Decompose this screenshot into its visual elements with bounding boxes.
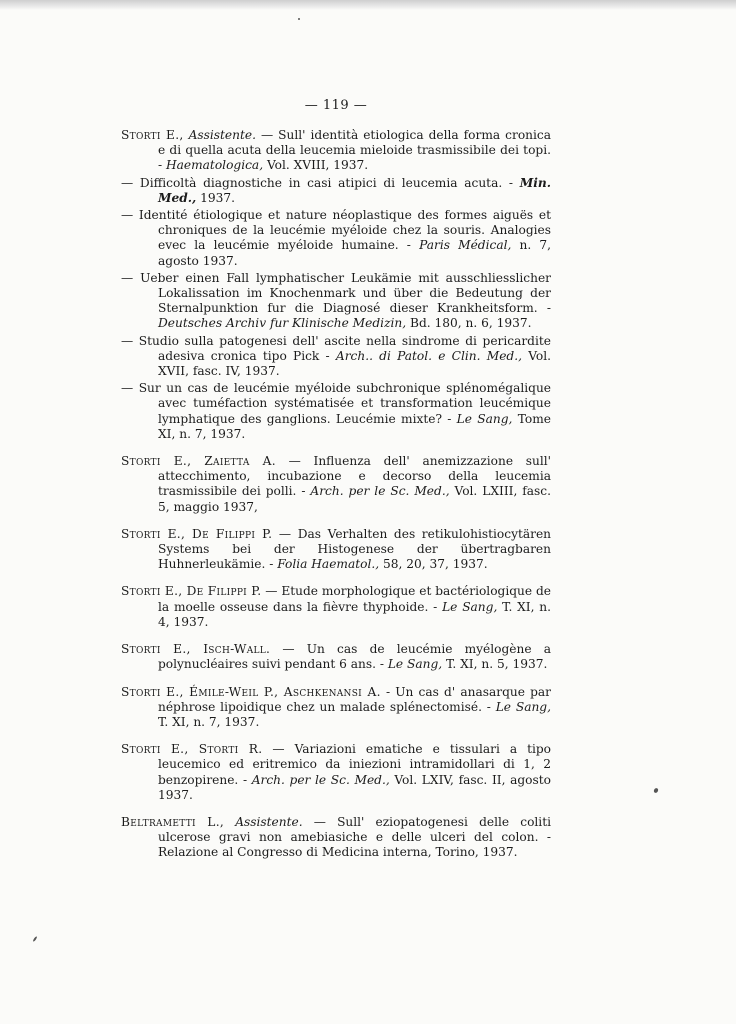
- bibliography-entry: [121, 685, 551, 731]
- bibliography-entry: [121, 454, 551, 515]
- entry-dash: —: [121, 175, 140, 190]
- entry-dash: —: [121, 381, 139, 396]
- entry-journal: Le Sang,: [456, 411, 513, 426]
- scan-speck: [653, 787, 659, 793]
- entry-journal: Folia Haematol.,: [277, 557, 380, 572]
- entry-separator: —: [275, 454, 314, 469]
- entry-details: n. 7, agosto 1937.: [158, 238, 552, 268]
- entry-details: T. XI, n. 7, 1937.: [158, 714, 260, 729]
- entry-title: Sull' identità etiologica della forma cronica e di quella acuta della leucemia mieloide trasmissibile dei topi. -: [158, 128, 551, 173]
- entry-title: Etude morphologique et bactériologique de la moelle osseuse dans la fièvre thyphoide. -: [158, 584, 551, 614]
- entry-dash: —: [121, 333, 139, 348]
- bibliography-entry: [121, 642, 551, 672]
- bibliography-entry: [121, 128, 551, 174]
- entry-separator: -: [380, 684, 396, 699]
- bibliography-entry: [121, 584, 551, 630]
- bibliography-entry: [121, 527, 551, 573]
- entry-details: Vol. LXIII, fasc. 5, maggio 1937,: [158, 484, 551, 514]
- entry-authors: Storti E., Storti R.: [121, 742, 263, 757]
- entry-authors: Storti E., Isch-Wall.: [121, 642, 271, 657]
- entry-details: T. XI, n. 4, 1937.: [158, 599, 551, 629]
- entry-separator: —: [270, 642, 307, 657]
- entry-title: Un cas de leucémie myélogène a polynucléaires suivi pendant 6 ans. -: [158, 642, 552, 672]
- entry-title: Sur un cas de leucémie myéloide subchronique splénomégalique avec tuméfaction systématisée et transformation leucémique lymphatique des ganglions. Leucémie mixte? -: [138, 381, 552, 426]
- entry-title: Ueber einen Fall lymphatischer Leukämie mit ausschliesslicher Lokalissation im Knochenmark und über die Bedeutung der Sternalpunktion fur die Diagnosé dieser Krankheitsform. -: [140, 270, 552, 316]
- entry-authors: Storti E., De Filippi P.: [121, 526, 273, 541]
- entry-details: T. XI, n. 5, 1937.: [442, 657, 548, 672]
- entry-journal: Le Sang,: [495, 699, 551, 714]
- scan-speck: [298, 18, 300, 20]
- entry-details: 58, 20, 37, 1937.: [379, 557, 488, 572]
- entry-journal: Arch. per le Sc. Med.,: [310, 484, 450, 499]
- scan-speck: [32, 936, 37, 942]
- bibliography-entry: [121, 334, 551, 380]
- entry-authors: Storti E., Émile-Weil P., Aschkenansi A.: [121, 684, 381, 699]
- entry-journal: Le Sang,: [442, 599, 498, 614]
- entry-authors: Storti E., De Filippi P.: [121, 584, 262, 599]
- entry-journal: Min. Med.,: [158, 175, 552, 205]
- entry-title: Variazioni ematiche e tissulari a tipo leucemico ed eritremico da iniezioni intramidollari di 1, 2 benzopirene. -: [158, 742, 552, 787]
- scan-edge: [0, 0, 736, 10]
- bibliography-list: [121, 128, 551, 861]
- entry-authors: Storti E.,: [121, 128, 184, 142]
- entry-journal: Arch. per le Sc. Med.,: [251, 772, 390, 787]
- entry-journal: Deutsches Archiv fur Klinische Medizin,: [158, 316, 407, 331]
- entry-title: Influenza dell' anemizzazione sull' attecchimento, incubazione e decorso della leucemia trasmissibile dei polli. -: [158, 454, 552, 499]
- entry-details: Tome XI, n. 7, 1937.: [158, 411, 551, 441]
- entry-authors: Storti E., Zaietta A.: [121, 454, 276, 469]
- entry-separator: —: [262, 742, 295, 757]
- entry-details: Vol. LXIV, fasc. II, agosto 1937.: [158, 772, 551, 802]
- entry-details: Vol. XVIII, 1937.: [263, 158, 369, 173]
- bibliography-entry: [121, 176, 551, 206]
- entry-role: Assistente.: [235, 814, 303, 829]
- entry-title: Difficoltà diagnostiche in casi atipici di leucemia acuta. -: [139, 175, 520, 190]
- bibliography-entry: [121, 742, 551, 803]
- entry-journal: Paris Médical,: [419, 238, 512, 253]
- entry-title: Sull' eziopatogenesi delle coliti ulcerose gravi non amebiasiche e delle ulceri del colon. - Relazione al Congresso di Medicina interna, Torino, 1937.: [158, 814, 551, 860]
- entry-title: Identité étiologique et nature néoplastique des formes aiguës et chroniques de la leucémie myéloide chez la souris. Analogies evec la leucémie myéloide humaine. -: [138, 208, 551, 253]
- entry-dash: —: [121, 270, 141, 285]
- entry-separator: —: [261, 584, 282, 599]
- bibliography-entry: [121, 815, 551, 861]
- entry-dash: —: [121, 208, 139, 223]
- entry-journal: Le Sang,: [387, 657, 443, 672]
- entry-authors: Beltrametti L.,: [121, 814, 225, 829]
- page-number: — 119 —: [304, 98, 368, 113]
- entry-journal: Arch.. di Patol. e Clin. Med.,: [335, 348, 522, 363]
- bibliography-entry: [121, 381, 551, 442]
- bibliography-entry: [121, 271, 551, 332]
- entry-separator: —: [302, 814, 338, 829]
- entry-separator: —: [255, 128, 279, 142]
- entry-journal: Haematologica,: [166, 158, 264, 173]
- bibliography-entry: [121, 208, 551, 269]
- entry-title: Un cas d' anasarque par néphrose lipoidique chez un malade splénectomisé. -: [158, 684, 551, 714]
- entry-details: Vol. XVII, fasc. IV, 1937.: [158, 348, 551, 379]
- entry-separator: —: [272, 526, 298, 541]
- entry-title: Studio sulla patogenesi dell' ascite nella sindrome di pericardite adesiva cronica tipo Pick -: [138, 333, 551, 363]
- entry-details: Bd. 180, n. 6, 1937.: [406, 316, 532, 331]
- entry-title: Das Verhalten des retikulohistiocytären Systems bei der Histogenese der übertragbaren Huhnerleukämie. -: [158, 526, 552, 572]
- entry-role: Assistente.: [188, 128, 256, 142]
- entry-details: 1937.: [196, 190, 236, 205]
